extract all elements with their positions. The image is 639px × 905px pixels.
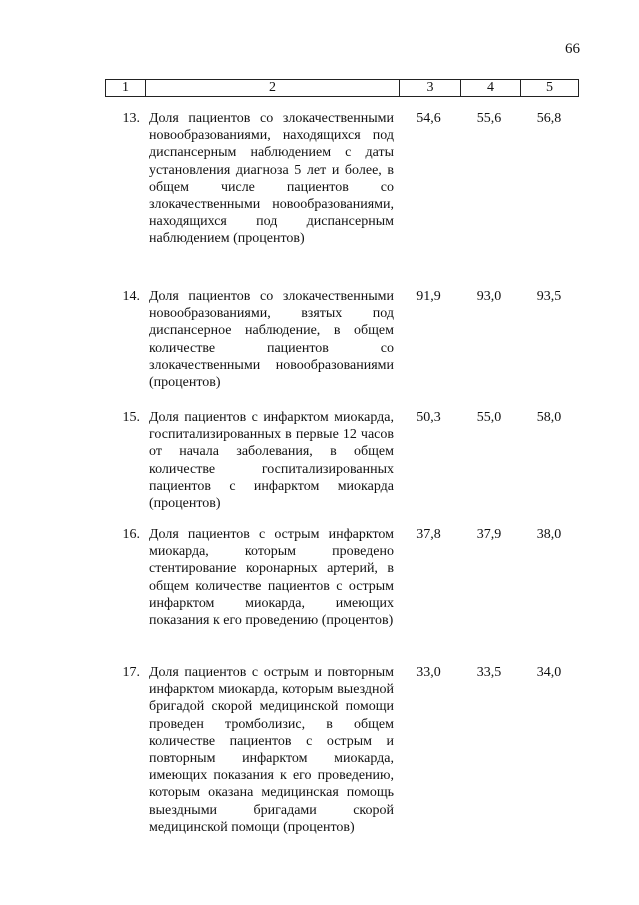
value-col-3: 33,0	[416, 665, 441, 680]
header-col-1: 1	[122, 80, 129, 95]
indicator-name: Доля пациентов с острым инфарктом миокарда, которым проведено стентирование коронарных артерий, в общем количестве пациентов с острым инфарктом миокарда, имеющих показания к его проведению (процентов)	[149, 527, 394, 629]
value-col-4: 93,0	[476, 289, 502, 304]
value-col-5: 56,8	[536, 111, 562, 126]
indicator-name: Доля пациентов с инфарктом миокарда, госпитализированных в первые 12 часов от начала заболевания, в общем количестве госпитализированных пациентов с инфарктом миокарда (процентов)	[149, 410, 394, 512]
value-col-3: 91,9	[416, 289, 441, 304]
header-col-5: 5	[520, 80, 578, 96]
header-col-4: 4	[460, 80, 520, 96]
value-col-4: 33,5	[476, 665, 502, 680]
header-col-2: 2	[145, 80, 399, 96]
table-row	[105, 110, 579, 288]
value-col-3: 54,6	[416, 111, 441, 126]
table-row	[105, 409, 579, 526]
value-col-4: 55,6	[476, 111, 502, 126]
table-row	[105, 288, 579, 409]
indicator-name: Доля пациентов со злокачественными новообразованиями, находящихся под диспансерным наблюдением с даты установления диагноза 5 лет и более, в общем числе пациентов со злокачественными новообразованиями, находящихся под диспансерным наблюдением (процентов)	[149, 111, 394, 247]
table-row	[105, 664, 579, 864]
page-number: 66	[565, 41, 580, 57]
value-col-3: 37,8	[416, 527, 441, 542]
value-col-4: 55,0	[476, 410, 502, 425]
row-number: 16.	[122, 527, 140, 542]
table-header	[105, 79, 579, 97]
value-col-5: 93,5	[536, 289, 562, 304]
row-number: 14.	[122, 289, 140, 304]
value-col-5: 58,0	[536, 410, 562, 425]
header-col-3: 3	[399, 80, 460, 96]
value-col-5: 34,0	[536, 665, 562, 680]
value-col-4: 37,9	[476, 527, 502, 542]
row-number: 13.	[122, 111, 140, 126]
table-row	[105, 526, 579, 664]
indicator-name: Доля пациентов со злокачественными новообразованиями, взятых под диспансерное наблюдение, в общем количестве пациентов со злокачественными новообразованиями (процентов)	[149, 289, 394, 391]
indicator-name: Доля пациентов с острым и повторным инфарктом миокарда, которым выездной бригадой скорой медицинской помощи проведен тромболизис, в общем количестве пациентов с острым и повторным инфарктом миокарда, имеющих показания к его проведению, которым оказана медицинская помощь выездными бригадами скорой медицинской помощи (процентов)	[149, 665, 394, 835]
row-number: 17.	[122, 665, 140, 680]
row-number: 15.	[122, 410, 140, 425]
value-col-3: 50,3	[416, 410, 441, 425]
value-col-5: 38,0	[536, 527, 562, 542]
indicator-table	[105, 110, 579, 864]
